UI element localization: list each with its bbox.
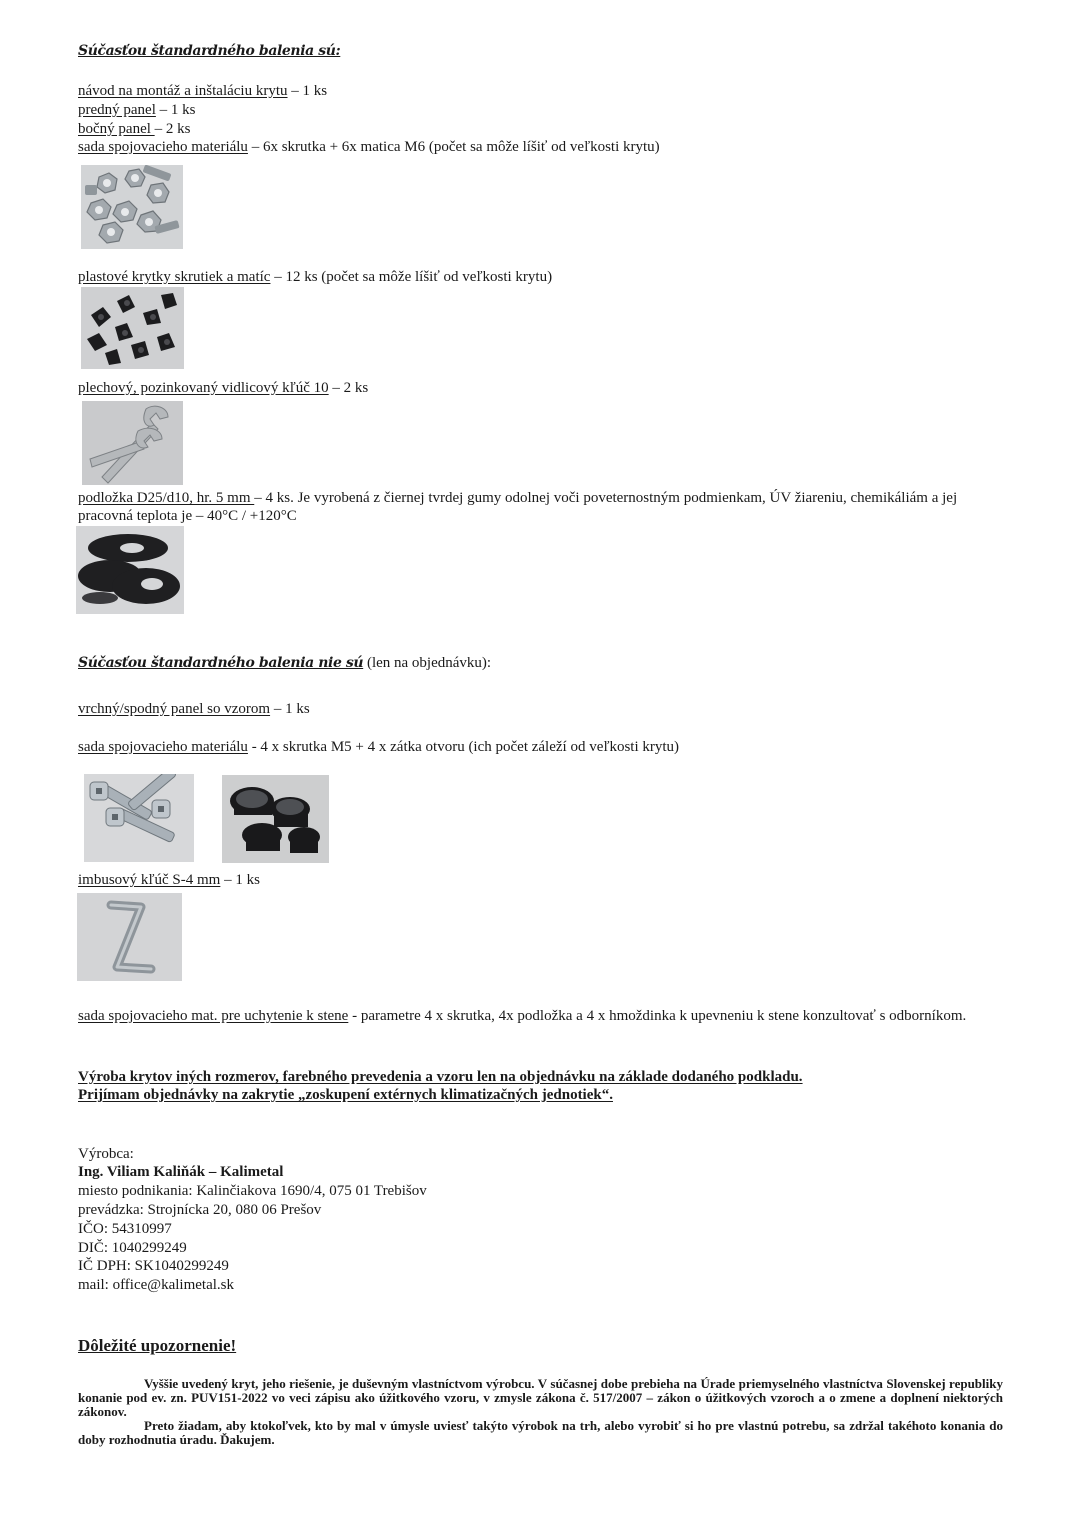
included-item-washer: podložka D25/d10, hr. 5 mm – 4 ks. Je vyrobená z čiernej tvrdej gumy odolnej voči poveternostným podmienkam, ÚV žiareniu, chemikáliám a jej pracovná teplota je – 40°C / +120°C <box>78 490 958 524</box>
plastic-caps-photo <box>81 287 184 369</box>
hole-plugs-image <box>222 775 329 863</box>
custom-orders-line-2: Prijímam objednávky na zakrytie „zoskupení extérnych klimatizačných jednotiek“. <box>78 1087 613 1103</box>
included-item-front-panel: predný panel – 1 ks <box>78 102 196 118</box>
not-included-item-hex-key: imbusový kľúč S-4 mm – 1 ks <box>78 872 260 888</box>
not-included-item-wall-mount-set: sada spojovacieho mat. pre uchytenie k stene - parametre 4 x skrutka, 4x podložka a 4 x hmoždinka k upevneniu k stene konzultovať s odborníkom. <box>78 1008 967 1024</box>
manufacturer-ico: IČO: 54310997 <box>78 1221 172 1237</box>
bolts-nuts-image <box>81 165 183 249</box>
rubber-washers-image <box>76 526 184 614</box>
not-included-item-pattern-panel: vrchný/spodný panel so vzorom – 1 ks <box>78 701 310 717</box>
included-heading: Súčasťou štandardného balenia sú: <box>78 43 341 59</box>
bolts-nuts-photo <box>81 165 183 249</box>
m5-screws-photo <box>84 774 194 862</box>
hole-plugs-photo <box>222 775 329 863</box>
hex-key-image <box>77 893 182 981</box>
included-item-side-panel: bočný panel – 2 ks <box>78 121 191 137</box>
included-item-wrench: plechový, pozinkovaný vidlicový kľúč 10 – 2 ks <box>78 380 369 396</box>
included-item-manual: návod na montáž a inštaláciu krytu – 1 ks <box>78 83 328 99</box>
warning-paragraph-2: Preto žiadam, aby ktokoľvek, kto by mal v úmysle uviesť takýto výrobok na trh, alebo vyrobiť si ho pre vlastnú potrebu, sa zdržal takéhoto konania do doby rozhodnutia úradu. Ďakujem. <box>78 1418 1003 1447</box>
manufacturer-email[interactable]: mail: office@kalimetal.sk <box>78 1277 234 1293</box>
manufacturer-name: Ing. Viliam Kaliňák – Kalimetal <box>78 1164 284 1180</box>
rubber-washers-photo <box>76 526 184 614</box>
not-included-item-fastener-set: sada spojovacieho materiálu - 4 x skrutka M5 + 4 x zátka otvoru (ich počet záleží od veľkosti krytu) <box>78 739 680 755</box>
included-item-fastener-set: sada spojovacieho materiálu – 6x skrutka + 6x matica M6 (počet sa môže líšiť od veľkosti krytu) <box>78 139 660 155</box>
wrench-image <box>82 401 183 485</box>
warning-paragraph-1: Vyššie uvedený kryt, jeho riešenie, je duševným vlastníctvom výrobcu. V súčasnej dobe prebieha na Úrade priemyselného vlastníctva Slovenskej republiky konanie pod ev. zn. PUV151-2022 vo veci zápisu ako úžitkového vzoru, v zmysle zákona č. 517/2007 – zákon o úžitkových vzoroch a o zmene a doplnení niektorých zákonov. <box>78 1376 1003 1419</box>
custom-orders-line-1: Výroba krytov iných rozmerov, farebného prevedenia a vzoru len na objednávku na základe dodaného podkladu. <box>78 1069 803 1085</box>
hex-key-photo <box>77 893 182 981</box>
not-included-heading: Súčasťou štandardného balenia nie sú (len na objednávku): <box>78 655 492 671</box>
manufacturer-label: Výrobca: <box>78 1146 134 1162</box>
m5-screws-image <box>84 774 194 862</box>
manufacturer-business-address: miesto podnikania: Kalinčiakova 1690/4, 075 01 Trebišov <box>78 1183 427 1199</box>
manufacturer-dic: DIČ: 1040299249 <box>78 1240 187 1256</box>
warning-notice <box>78 1377 1003 1447</box>
included-item-caps: plastové krytky skrutiek a matíc – 12 ks (počet sa môže líšiť od veľkosti krytu) <box>78 269 553 285</box>
wrench-photo <box>82 401 183 485</box>
warning-title: Dôležité upozornenie! <box>78 1336 237 1355</box>
plastic-caps-image <box>81 287 184 369</box>
manufacturer-ic-dph: IČ DPH: SK1040299249 <box>78 1258 229 1274</box>
manufacturer-workshop-address: prevádzka: Strojnícka 20, 080 06 Prešov <box>78 1202 322 1218</box>
